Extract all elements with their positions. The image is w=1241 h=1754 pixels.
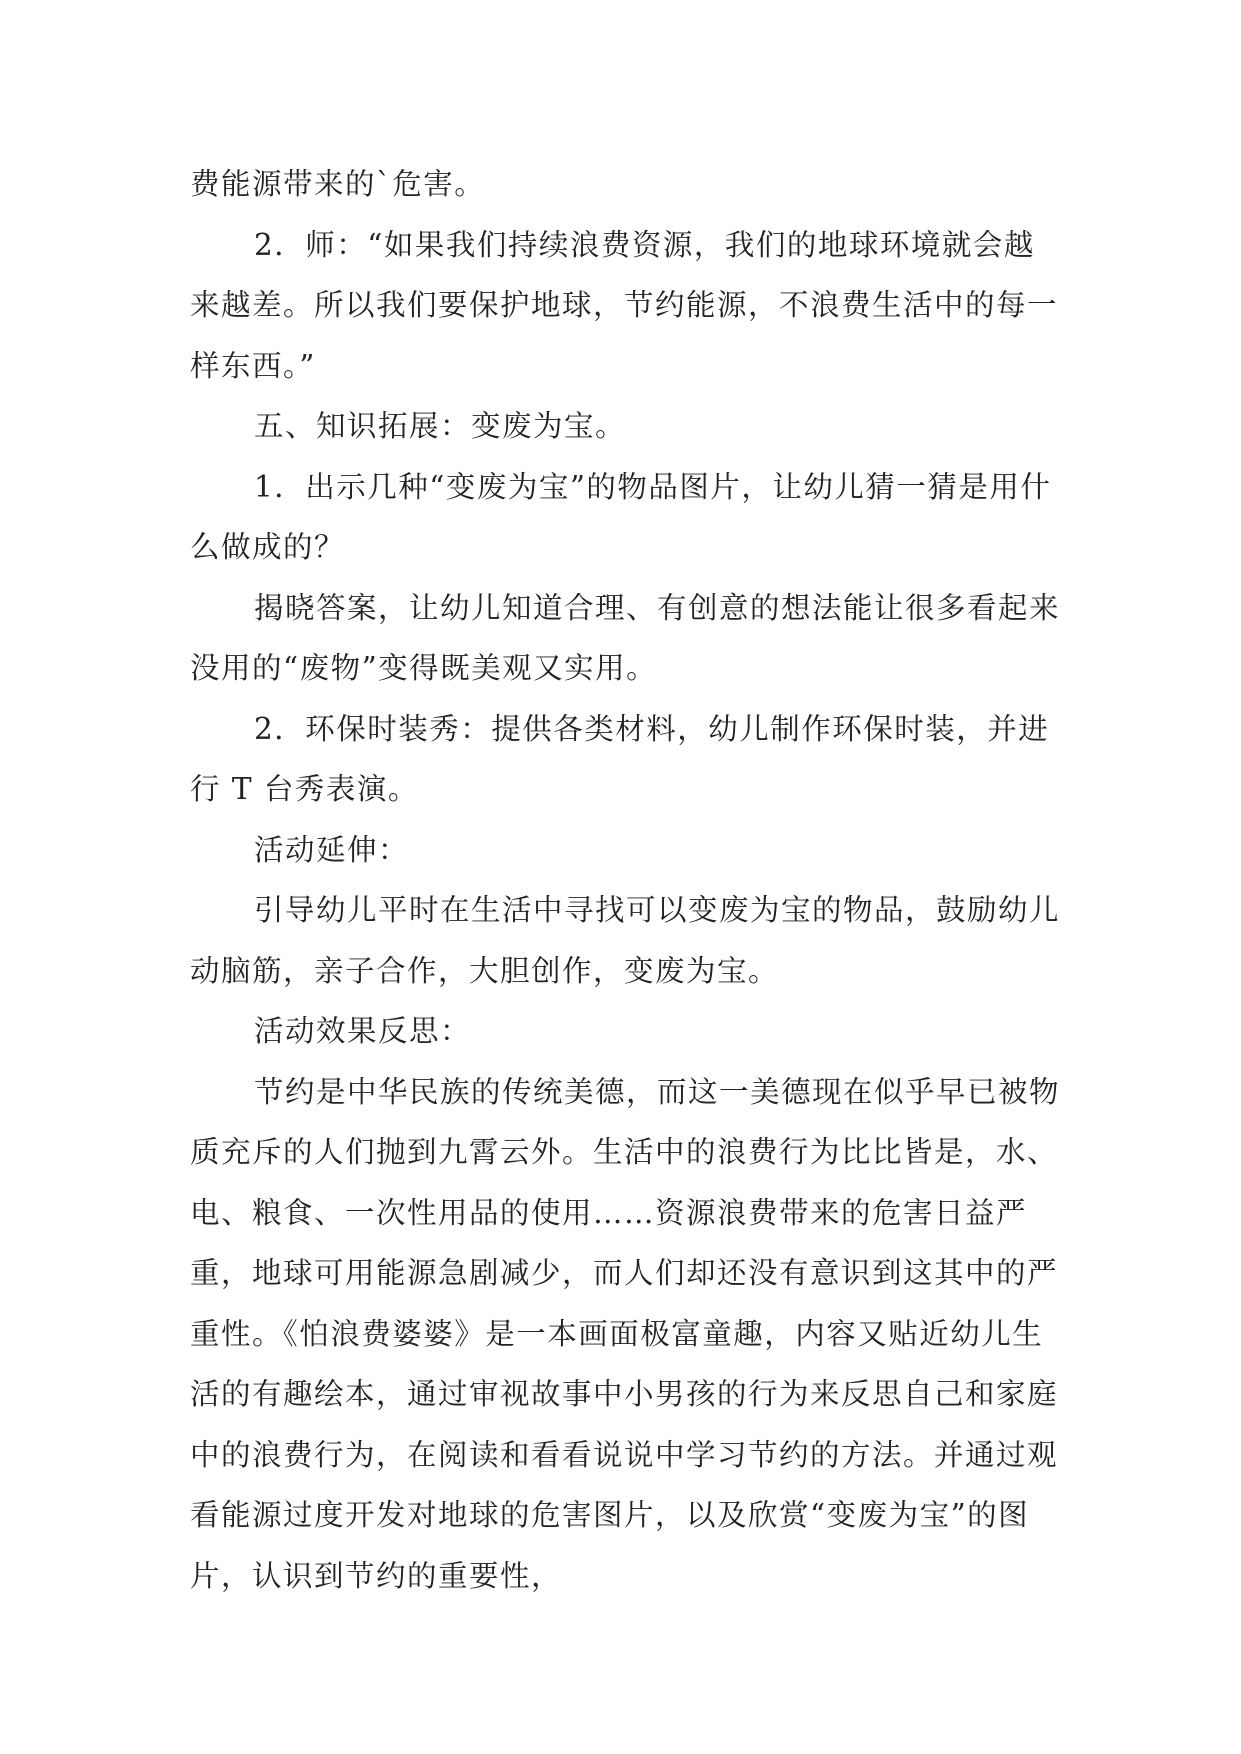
section-heading-knowledge-extension: 五、知识拓展：变废为宝。 xyxy=(254,409,627,443)
paragraph-teacher-quote: 2．师：“如果我们持续浪费资源，我们的地球环境就会越来越差。所以我们要保护地球，节约能源，不浪费生活中的每一样东西。” xyxy=(190,227,1059,383)
paragraph-guide-children: 引导幼儿平时在生活中寻找可以变废为宝的物品，鼓励幼儿动脑筋，亲子合作，大胆创作，变废为宝。 xyxy=(190,893,1061,988)
section-heading-activity-extension: 活动延伸： xyxy=(254,832,410,867)
paragraph-show-pictures: 1．出示几种“变废为宝”的物品图片，让幼儿猜一猜是用什么做成的？ xyxy=(190,469,1052,564)
section-heading-reflection: 活动效果反思： xyxy=(254,1014,472,1048)
paragraph-eco-fashion-show: 2．环保时装秀：提供各类材料，幼儿制作环保时装，并进行 T 台秀表演。 xyxy=(190,711,1050,806)
body-text xyxy=(190,154,1060,1606)
paragraph-reveal-answer: 揭晓答案，让幼儿知道合理、有创意的想法能让很多看起来没用的“废物”变得既美观又实用。 xyxy=(190,590,1061,685)
paragraph-reflection-body: 节约是中华民族的传统美德，而这一美德现在似乎早已被物质充斥的人们抛到九霄云外。生活中的浪费行为比比皆是，水、电、粮食、一次性用品的使用……资源浪费带来的危害日益严重，地球可用能源急剧减少，而人们却还没有意识到这其中的严重性。《怕浪费婆婆》是一本画面极富童趣，内容又贴近幼儿生活的有趣绘本，通过审视故事中小男孩的行为来反思自己和家庭中的浪费行为，在阅读和看看说说中学习节约的方法。并通过观看能源过度开发对地球的危害图片，以及欣赏“变废为宝”的图片，认识到节约的重要性， xyxy=(190,1074,1061,1593)
paragraph-continuation: 费能源带来的`危害。 xyxy=(190,167,486,201)
